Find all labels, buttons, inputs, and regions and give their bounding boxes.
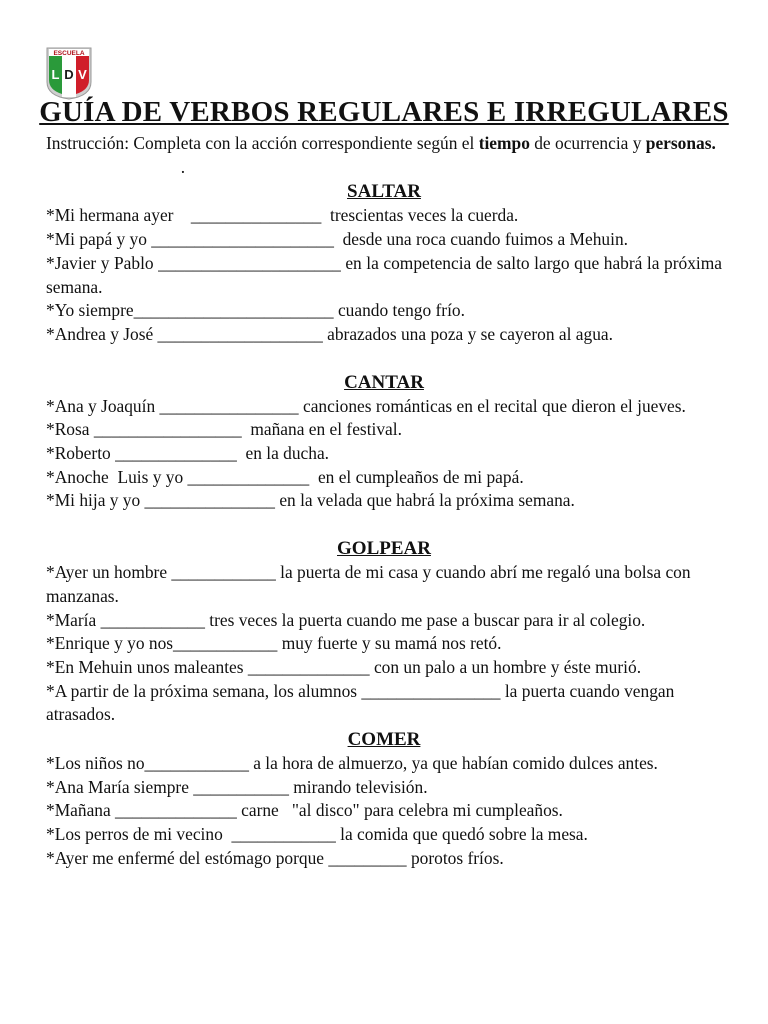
instruction-part2: de ocurrencia y xyxy=(529,133,646,153)
exercise-line: *Ayer un hombre ____________ la puerta de mi casa y cuando abrí me regaló una bolsa con manzanas. xyxy=(46,562,691,606)
worksheet-body xyxy=(46,132,722,871)
exercise-line: *Mi hermana ayer _______________ trescientas veces la cuerda. xyxy=(46,205,519,226)
section-heading-comer: COMER xyxy=(347,729,421,751)
instruction-bold-tiempo: tiempo xyxy=(478,133,530,153)
instruction-text xyxy=(46,132,722,179)
school-logo xyxy=(46,46,92,100)
exercise-line: *Yo siempre_______________________ cuando tengo frío. xyxy=(46,300,465,321)
exercise-line: *Ana y Joaquín ________________ canciones románticas en el recital que dieron el jueves. xyxy=(46,395,686,416)
exercise-line: *Mi papá y yo _____________________ desde una roca cuando fuimos a Mehuin. xyxy=(46,229,629,250)
exercise-line: *Ayer me enfermé del estómago porque _________ porotos fríos. xyxy=(46,847,504,868)
exercise-line: *Mañana ______________ carne "al disco" para celebra mi cumpleaños. xyxy=(46,800,563,821)
instruction-part1: Instrucción: Completa con la acción correspondiente según el xyxy=(46,133,479,153)
logo-letter-v: V xyxy=(78,67,87,82)
page-title: GUÍA DE VERBOS REGULARES E IRREGULARES xyxy=(39,96,729,128)
exercise-line: *Rosa _________________ mañana en el festival. xyxy=(46,419,402,440)
logo-letter-d: D xyxy=(64,67,74,82)
section-heading-cantar: CANTAR xyxy=(344,371,424,393)
exercise-line: *Los perros de mi vecino ____________ la comida que quedó sobre la mesa. xyxy=(46,824,588,845)
section-heading-golpear: GOLPEAR xyxy=(337,538,431,560)
section-heading-saltar: SALTAR xyxy=(347,181,421,203)
exercise-line: *Andrea y José ___________________ abrazados una poza y se cayeron al agua. xyxy=(46,323,613,344)
exercise-line: *María ____________ tres veces la puerta cuando me pase a buscar para ir al colegio. xyxy=(46,609,646,630)
exercise-line: *En Mehuin unos maleantes ______________ con un palo a un hombre y éste murió. xyxy=(46,656,642,677)
logo-letter-l: L xyxy=(51,67,60,82)
instruction-part3: . xyxy=(46,156,186,177)
exercise-line: *Ana María siempre ___________ mirando televisión. xyxy=(46,776,428,797)
exercise-line: *A partir de la próxima semana, los alumnos ________________ la puerta cuando vengan atrasados. xyxy=(46,680,675,725)
exercise-line: *Roberto ______________ en la ducha. xyxy=(46,443,330,464)
school-shield-icon xyxy=(46,46,92,100)
exercise-line: *Javier y Pablo _____________________ en la competencia de salto largo que habrá la próxima semana. xyxy=(46,252,722,297)
exercise-line: *Enrique y yo nos____________ muy fuerte y su mamá nos retó. xyxy=(46,633,502,654)
exercise-line: *Mi hija y yo _______________ en la velada que habrá la próxima semana. xyxy=(46,490,575,511)
exercise-line: *Anoche Luis y yo ______________ en el cumpleaños de mi papá. xyxy=(46,466,524,487)
instruction-bold-personas: personas. xyxy=(645,133,716,153)
logo-text: ESCUELA xyxy=(53,50,85,57)
exercise-line: *Los niños no____________ a la hora de almuerzo, ya que habían comido dulces antes. xyxy=(46,753,658,774)
